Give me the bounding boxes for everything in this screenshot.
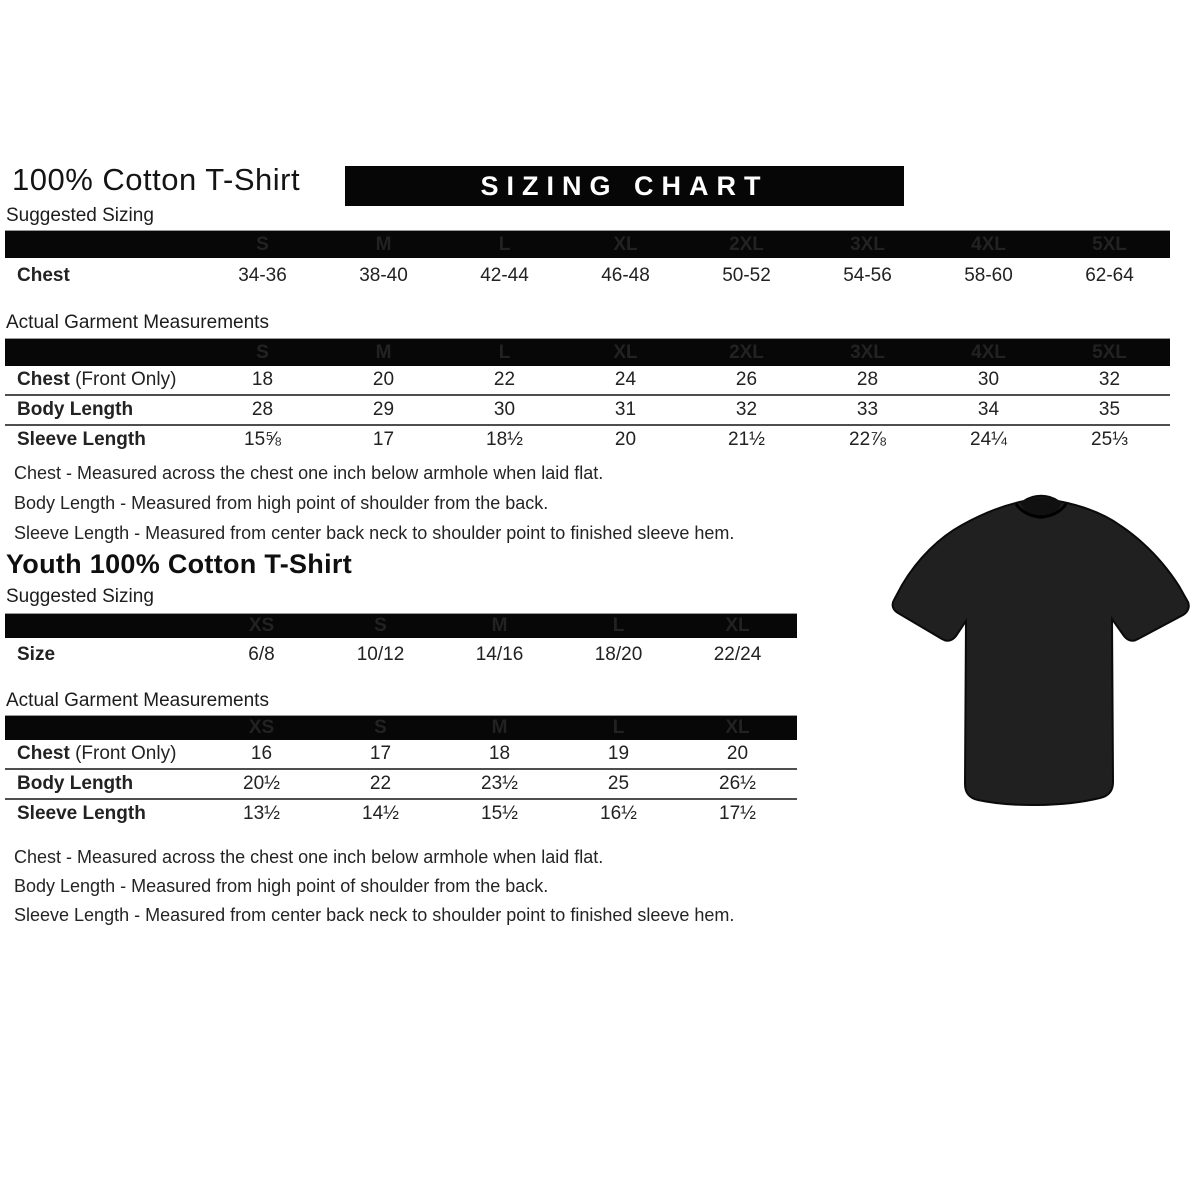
size-header: L	[444, 339, 565, 366]
value-cell: 22	[493, 369, 516, 390]
table-header-row	[5, 715, 797, 740]
header-spacer-cell	[5, 339, 202, 366]
value-cell: 23½	[481, 773, 518, 794]
value-cell: 30	[977, 369, 1000, 390]
value-cell: 14/16	[475, 644, 524, 665]
value-cell: 24¼	[970, 429, 1007, 450]
black-tshirt-image	[888, 476, 1194, 820]
size-header: XS	[202, 716, 321, 740]
table-row	[5, 638, 797, 672]
row-label	[5, 366, 202, 394]
note-line: Chest - Measured across the chest one inch below armhole when laid flat.	[14, 463, 604, 483]
value-cell: 18	[251, 369, 274, 390]
value-cell: 19	[607, 743, 630, 764]
value-cell: 32	[1098, 369, 1121, 390]
value-cell: 28	[856, 369, 879, 390]
value-cell: 31	[614, 399, 637, 420]
value-cell: 15⅝	[244, 429, 281, 450]
note-line: Body Length - Measured from high point of shoulder from the back.	[14, 876, 549, 896]
size-header: 5XL	[1049, 231, 1170, 258]
value-cell: 42-44	[480, 265, 529, 286]
table-row	[5, 394, 1170, 424]
row-label: Chest	[17, 265, 70, 286]
adult-actual-measurements-label: Actual Garment Measurements	[6, 312, 269, 333]
youth-section-title: Youth 100% Cotton T-Shirt	[6, 549, 352, 579]
note-line: Sleeve Length - Measured from center back neck to shoulder point to finished sleeve hem.	[14, 523, 735, 543]
value-cell: 33	[856, 399, 879, 420]
note-line: Chest - Measured across the chest one inch below armhole when laid flat.	[14, 847, 604, 867]
adult-measurement-notes	[14, 458, 734, 548]
adult-actual-table	[5, 338, 1170, 454]
row-label: Body Length	[17, 399, 134, 420]
adult-suggested-sizing-label: Suggested Sizing	[6, 205, 154, 226]
adult-suggested-table	[5, 230, 1170, 294]
value-cell: 6/8	[248, 644, 275, 665]
size-header: XS	[202, 614, 321, 638]
youth-measurement-notes	[14, 843, 734, 930]
row-label: Sleeve Length	[17, 803, 146, 824]
sizing-chart-banner: SIZING CHART	[345, 166, 904, 206]
size-header: XL	[678, 716, 797, 740]
row-label	[5, 740, 202, 768]
value-cell: 28	[251, 399, 274, 420]
value-cell: 25	[607, 773, 630, 794]
value-cell: 13½	[243, 803, 280, 824]
value-cell: 26	[735, 369, 758, 390]
size-header: 2XL	[686, 339, 807, 366]
row-label: Size	[17, 644, 56, 665]
size-header: L	[559, 716, 678, 740]
size-header: 5XL	[1049, 339, 1170, 366]
size-header: L	[444, 231, 565, 258]
size-header: 4XL	[928, 231, 1049, 258]
size-header: 3XL	[807, 339, 928, 366]
table-row	[5, 740, 797, 768]
value-cell: 34-36	[238, 265, 287, 286]
value-cell: 26½	[719, 773, 756, 794]
value-cell: 17½	[719, 803, 756, 824]
header-spacer-cell	[5, 231, 202, 258]
value-cell: 34	[977, 399, 1000, 420]
table-row	[5, 768, 797, 798]
size-header: XL	[678, 614, 797, 638]
table-row	[5, 798, 797, 828]
size-header: S	[202, 339, 323, 366]
size-header: 3XL	[807, 231, 928, 258]
value-cell: 25⅓	[1091, 429, 1128, 450]
value-cell: 18½	[486, 429, 523, 450]
value-cell: 22⅞	[849, 429, 886, 450]
size-header: S	[202, 231, 323, 258]
value-cell: 16	[250, 743, 273, 764]
youth-suggested-table	[5, 613, 797, 672]
size-header: XL	[565, 231, 686, 258]
youth-suggested-sizing-label: Suggested Sizing	[6, 586, 154, 607]
youth-actual-measurements-label: Actual Garment Measurements	[6, 690, 269, 711]
tshirt-icon	[888, 476, 1194, 820]
row-label: Sleeve Length	[17, 429, 146, 450]
note-line: Sleeve Length - Measured from center back neck to shoulder point to finished sleeve hem.	[14, 905, 735, 925]
size-header: 4XL	[928, 339, 1049, 366]
value-cell: 54-56	[843, 265, 892, 286]
value-cell: 15½	[481, 803, 518, 824]
value-cell: 35	[1098, 399, 1121, 420]
size-header: L	[559, 614, 678, 638]
value-cell: 62-64	[1085, 265, 1134, 286]
header-spacer-cell	[5, 614, 202, 638]
value-cell: 20	[372, 369, 395, 390]
size-header: 2XL	[686, 231, 807, 258]
size-header: M	[323, 231, 444, 258]
value-cell: 20	[726, 743, 749, 764]
table-header-row	[5, 338, 1170, 366]
size-header: S	[321, 716, 440, 740]
value-cell: 16½	[600, 803, 637, 824]
row-label: Body Length	[17, 773, 134, 794]
table-header-row	[5, 230, 1170, 258]
size-header: M	[440, 614, 559, 638]
value-cell: 21½	[728, 429, 765, 450]
youth-actual-table	[5, 715, 797, 828]
table-row	[5, 366, 1170, 394]
value-cell: 10/12	[356, 644, 405, 665]
value-cell: 38-40	[359, 265, 408, 286]
size-header: M	[440, 716, 559, 740]
value-cell: 17	[372, 429, 395, 450]
value-cell: 46-48	[601, 265, 650, 286]
table-row	[5, 258, 1170, 294]
size-header: M	[323, 339, 444, 366]
note-line: Body Length - Measured from high point of shoulder from the back.	[14, 493, 549, 513]
size-header: XL	[565, 339, 686, 366]
value-cell: 17	[369, 743, 392, 764]
value-cell: 29	[372, 399, 395, 420]
value-cell: 18	[488, 743, 511, 764]
value-cell: 18/20	[594, 644, 643, 665]
value-cell: 20	[614, 429, 637, 450]
value-cell: 32	[735, 399, 758, 420]
row-label-bold: Chest	[17, 743, 70, 764]
header-spacer-cell	[5, 716, 202, 740]
value-cell: 24	[614, 369, 637, 390]
value-cell: 22	[369, 773, 392, 794]
value-cell: 20½	[243, 773, 280, 794]
value-cell: 50-52	[722, 265, 771, 286]
page-title: 100% Cotton T-Shirt	[12, 162, 301, 197]
row-label-bold: Chest	[17, 369, 70, 390]
value-cell: 14½	[362, 803, 399, 824]
value-cell: 22/24	[713, 644, 762, 665]
value-cell: 58-60	[964, 265, 1013, 286]
row-label-rest: (Front Only)	[69, 369, 177, 390]
size-header: S	[321, 614, 440, 638]
row-label-rest: (Front Only)	[69, 743, 177, 764]
table-row	[5, 424, 1170, 454]
table-header-row	[5, 613, 797, 638]
value-cell: 30	[493, 399, 516, 420]
